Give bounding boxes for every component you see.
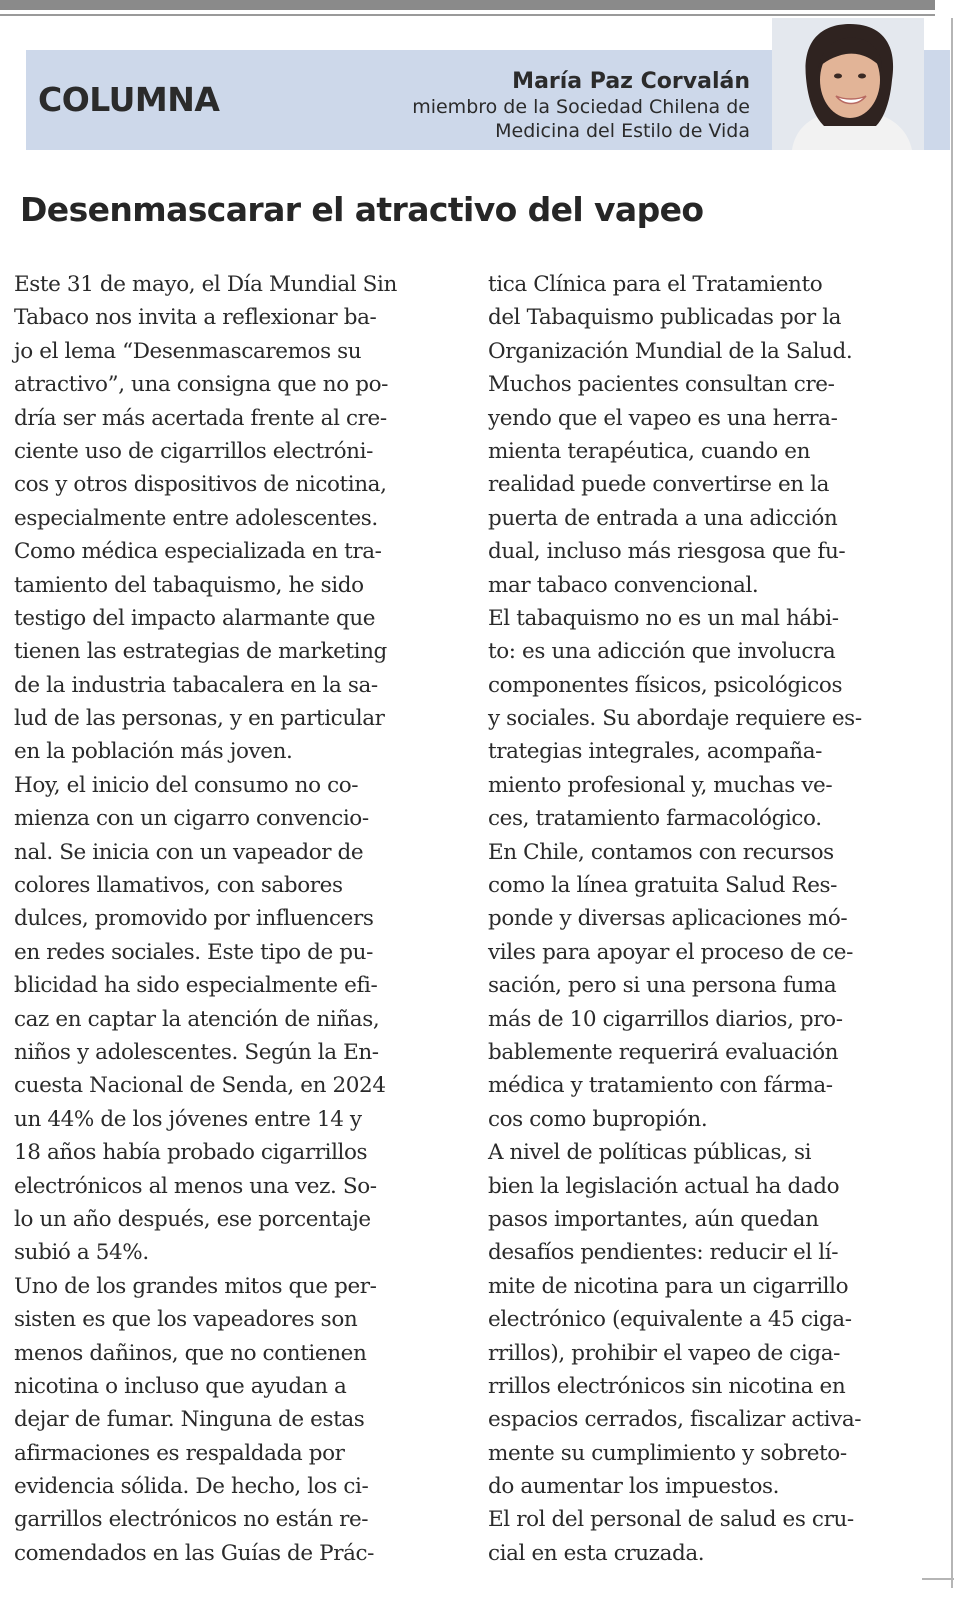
article-text-line: Uno de los grandes mitos que per- (14, 1273, 377, 1299)
article-text-line: Tabaco nos invita a reflexionar ba- (14, 305, 377, 331)
article-text-line: componentes físicos, psicológicos (488, 672, 843, 698)
article-text-line: tica Clínica para el Tratamiento (488, 272, 823, 297)
article-text-line: cos como bupropión. (488, 1106, 708, 1132)
author-role-line-1: miembro de la Sociedad Chilena de (412, 96, 750, 118)
article-text-line: ces, tratamiento farmacológico. (488, 806, 822, 832)
article-text-line: afirmaciones es respaldada por (14, 1440, 345, 1466)
article-text-line: dría ser más acertada frente al cre- (14, 405, 387, 431)
article-text-line: dejar de fumar. Ninguna de estas (14, 1407, 365, 1433)
article-text-line: del Tabaquismo publicadas por la (488, 305, 842, 331)
article-text-line: médica y tratamiento con fárma- (488, 1073, 833, 1099)
author-portrait-icon (772, 18, 924, 150)
author-role-line-2: Medicina del Estilo de Vida (495, 120, 750, 142)
article-text-line: trategias integrales, acompaña- (488, 739, 822, 765)
article-text-line: blicidad ha sido especialmente efi- (14, 973, 378, 999)
article-text-line: Organización Mundial de la Salud. (488, 338, 853, 364)
article-text-line: pasos importantes, aún quedan (488, 1206, 819, 1232)
article-text-line: caz en captar la atención de niñas, (14, 1006, 380, 1032)
column-right-rule (951, 18, 953, 1588)
article-text-line: Este 31 de mayo, el Día Mundial Sin (14, 272, 397, 297)
article-text-line: como la línea gratuita Salud Res- (488, 873, 838, 899)
article-text-line: mente su cumplimiento y sobreto- (488, 1440, 847, 1466)
article-text-line: mite de nicotina para un cigarrillo (488, 1273, 849, 1299)
article-text-line: menos dañinos, que no contienen (14, 1340, 367, 1366)
article-text-line: mienta terapéutica, cuando en (488, 438, 811, 464)
article-text-line: electrónicos al menos una vez. So- (14, 1173, 377, 1199)
article-text-line: especialmente entre adolescentes. (14, 505, 378, 531)
article-text-line: electrónico (equivalente a 45 ciga- (488, 1307, 852, 1333)
article-text-line: y sociales. Su abordaje requiere es- (488, 706, 862, 732)
author-name: María Paz Corvalán (512, 69, 750, 94)
article-text-line: rrillos electrónicos sin nicotina en (488, 1373, 846, 1399)
article-column-left (14, 268, 454, 1570)
article-text-line: mienza con un cigarro convencio- (14, 806, 369, 832)
article-text-line: Muchos pacientes consultan cre- (488, 372, 835, 398)
article-text-line: viles para apoyar el proceso de ce- (488, 939, 853, 965)
article-text-line: A nivel de políticas públicas, si (488, 1140, 812, 1166)
article-text-line: jo el lema “Desenmascaremos su (14, 338, 362, 364)
article-text-line: bablemente requerirá evaluación (488, 1039, 839, 1065)
top-rule (0, 0, 935, 10)
article-text-line: dulces, promovido por influencers (14, 906, 374, 932)
top-rule-thin (0, 14, 935, 16)
article-text-line: Hoy, el inicio del consumo no co- (14, 772, 359, 798)
article-text-line: cos y otros dispositivos de nicotina, (14, 472, 387, 498)
article-text-line: En Chile, contamos con recursos (488, 839, 834, 865)
section-label: COLUMNA (38, 80, 220, 119)
article-text-line: lud de las personas, y en particular (14, 706, 385, 732)
article-text-line: tienen las estrategias de marketing (14, 639, 387, 665)
article-text-line: garrillos electrónicos no están re- (14, 1507, 369, 1533)
article-text-line: cial en esta cruzada. (488, 1540, 705, 1566)
author-photo (772, 18, 924, 150)
article-text-line: atractivo”, una consigna que no po- (14, 372, 388, 398)
article-text-line: do aumentar los impuestos. (488, 1474, 780, 1500)
article-text-line: El rol del personal de salud es cru- (488, 1507, 854, 1533)
article-text-line: más de 10 cigarrillos diarios, pro- (488, 1006, 843, 1032)
article-text-line: niños y adolescentes. Según la En- (14, 1039, 379, 1065)
article-text-line: comendados en las Guías de Prác- (14, 1540, 375, 1566)
article-headline: Desenmascarar el atractivo del vapeo (20, 190, 704, 229)
article-text-line: ponde y diversas aplicaciones mó- (488, 906, 848, 932)
article-text-line: testigo del impacto alarmante que (14, 605, 376, 631)
article-text-line: yendo que el vapeo es una herra- (488, 405, 838, 431)
article-text-line: en redes sociales. Este tipo de pu- (14, 939, 373, 965)
article-text-line: sación, pero si una persona fuma (488, 973, 837, 999)
article-text-line: tamiento del tabaquismo, he sido (14, 572, 364, 598)
article-text-line: cuesta Nacional de Senda, en 2024 (14, 1073, 386, 1099)
article-text-line: puerta de entrada a una adicción (488, 505, 838, 531)
article-text-line: ciente uso de cigarrillos electróni- (14, 438, 373, 464)
article-text-line: Como médica especializada en tra- (14, 539, 382, 565)
article-text-line: evidencia sólida. De hecho, los ci- (14, 1474, 369, 1500)
article-text-line: espacios cerrados, fiscalizar activa- (488, 1407, 862, 1433)
article-column-right (488, 268, 928, 1570)
article-text-line: sisten es que los vapeadores son (14, 1307, 358, 1333)
article-text-line: de la industria tabacalera en la sa- (14, 672, 378, 698)
article-text-line: miento profesional y, muchas ve- (488, 772, 833, 798)
article-text-line: un 44% de los jóvenes entre 14 y (14, 1106, 362, 1132)
article-text-line: mar tabaco convencional. (488, 572, 759, 598)
article-text-line: dual, incluso más riesgosa que fu- (488, 539, 846, 565)
article-text-line: El tabaquismo no es un mal hábi- (488, 605, 839, 631)
article-text-line: lo un año después, ese porcentaje (14, 1206, 371, 1232)
article-text-line: subió a 54%. (14, 1240, 149, 1266)
article-text-line: nicotina o incluso que ayudan a (14, 1373, 347, 1399)
article-text-line: to: es una adicción que involucra (488, 639, 836, 665)
article-text-line: colores llamativos, con sabores (14, 873, 343, 899)
article-text-line: bien la legislación actual ha dado (488, 1173, 840, 1199)
author-block (412, 68, 750, 143)
bottom-rule (922, 1578, 954, 1580)
article-text-line: en la población más joven. (14, 739, 293, 765)
article-text-line: desafíos pendientes: reducir el lí- (488, 1240, 839, 1266)
article-text-line: rrillos), prohibir el vapeo de ciga- (488, 1340, 841, 1366)
article-text-line: realidad puede convertirse en la (488, 472, 830, 498)
article-text-line: 18 años había probado cigarrillos (14, 1140, 368, 1166)
article-text-line: nal. Se inicia con un vapeador de (14, 839, 364, 865)
